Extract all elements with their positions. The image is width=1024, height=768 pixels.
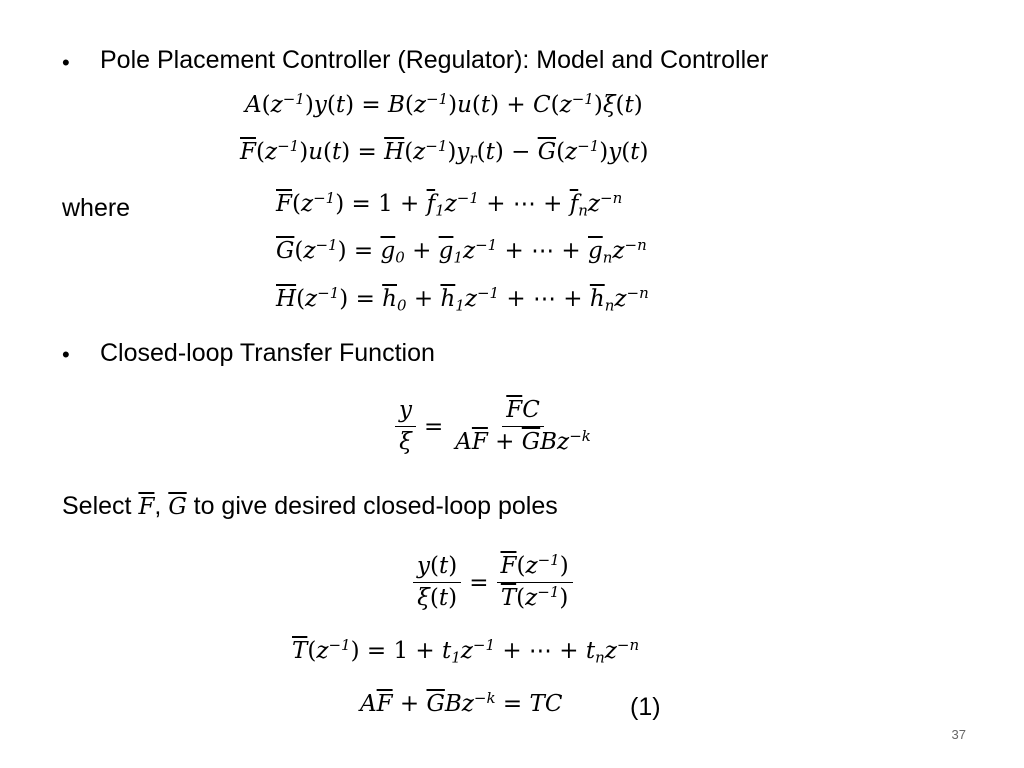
select-line: Select $\overline{F}$, $\overline{G}$ to give desired closed-loop poles bbox=[62, 492, 558, 520]
select-rest-text: to give desired closed-loop poles bbox=[193, 492, 558, 520]
bullet-dot: • bbox=[62, 50, 70, 75]
bullet-text-model-controller: Pole Placement Controller (Regulator): Model and Controller bbox=[100, 46, 769, 74]
bullet-dot: • bbox=[62, 342, 70, 367]
select-comma: , bbox=[154, 492, 162, 520]
select-word: Select bbox=[62, 492, 132, 520]
equation-f-polynomial: $\overline{F}(z^{-1}) = 1 + \overline{f}_1z^{-1}$ + ⋯ + $\overline{f}_nz^{-n}$ bbox=[276, 188, 623, 220]
equation-desired-transfer: $\frac{y(t)}{\xi(t)}$ = $\frac{\overline{F}(z^{-1})}{\overline{T}(z^{-1})}$ bbox=[413, 554, 573, 612]
where-label: where bbox=[62, 194, 131, 222]
equation-model: $A(z^{-1})y(t) = B(z^{-1})u(t) + C(z^{-1})\xi(t)$ bbox=[245, 89, 643, 118]
equation-number: (1) bbox=[630, 693, 661, 721]
equation-h-polynomial: $\overline{H}(z^{-1}) = \overline{h}_0 + \overline{h}_1z^{-1}$ + ⋯ + $\overline{h}_nz^{-n}$ bbox=[276, 283, 649, 315]
equation-closed-loop-transfer: $\frac{y}{\xi}$ = $\overline{F}C$ $A\overline{F} + \overline{G}Bz^{-k}$ bbox=[395, 398, 595, 456]
equation-controller: $\overline{F}(z^{-1})u(t) = \overline{H}(z^{-1})y_r(t) - \overline{G}(z^{-1})y(t)$ bbox=[240, 136, 649, 168]
bullet-text-closed-loop: Closed-loop Transfer Function bbox=[100, 339, 435, 367]
page-number: 37 bbox=[951, 727, 966, 742]
equation-t-polynomial: $\overline{T}(z^{-1}) = 1 + t_1z^{-1}$ + ⋯ + $t_nz^{-n}$ bbox=[292, 635, 640, 667]
equation-diophantine: $A\overline{F} + \overline{G}Bz^{-k}$ = TC bbox=[360, 688, 563, 717]
equation-g-polynomial: $\overline{G}(z^{-1}) = \overline{g}_0 + \overline{g}_1z^{-1}$ + ⋯ + $\overline{g}_nz^{-n}$ bbox=[276, 235, 647, 267]
